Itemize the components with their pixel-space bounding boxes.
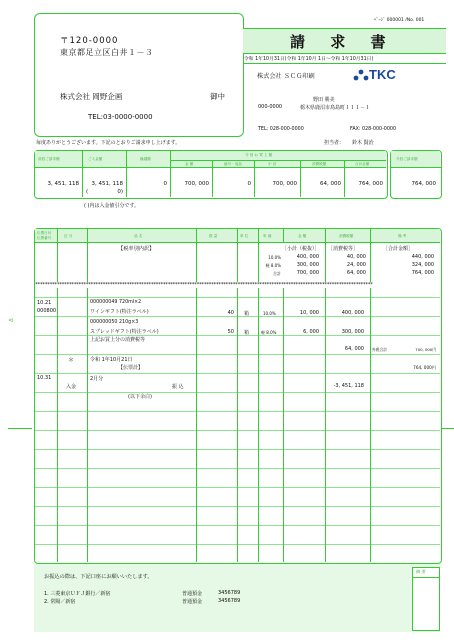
tkc-logo xyxy=(352,68,412,82)
line3-note-value: 700, 000円 xyxy=(415,347,436,352)
detail-row-separator xyxy=(35,506,440,507)
sum-col-line xyxy=(126,151,127,197)
detail-row-separator xyxy=(35,487,440,488)
bank2-type: 普通預金 xyxy=(182,599,203,605)
hdr-billing: 今回ご請求額 xyxy=(396,157,418,161)
tax-row-sub: 700, 000 xyxy=(296,270,319,276)
bank2-number: 3456789 xyxy=(218,598,241,604)
tax-col-total: ［合計金額］ xyxy=(383,246,414,252)
payment-amount: -3, 451, 118 xyxy=(333,383,364,389)
detail-row-separator xyxy=(35,297,440,298)
tax-col-line xyxy=(57,243,58,285)
val-discount: 0 xyxy=(247,181,251,187)
recipient-postal: 〒120-0000 xyxy=(60,36,119,46)
dhdr-date: 伝票日付 xyxy=(37,231,52,235)
staff-name: 鈴木 賢治 xyxy=(352,140,374,146)
hdr-amount: 金 額 xyxy=(185,162,194,166)
val-tax: 64, 000 xyxy=(320,181,341,187)
bank1-number: 3456789 xyxy=(218,590,241,596)
fold-mark-right xyxy=(442,428,454,429)
val-amount: 700, 000 xyxy=(184,181,209,187)
sum-col-line xyxy=(254,160,255,197)
line1-price: 10, 000 xyxy=(299,310,319,316)
sum-col-line xyxy=(344,160,345,197)
payment-month: 2月分 xyxy=(90,376,104,382)
dhdr-unit: 単 位 xyxy=(240,234,249,238)
detail-row-separator xyxy=(35,316,440,317)
remarks-label: 摘 要 xyxy=(416,569,426,574)
val-total: 764, 000 xyxy=(358,181,383,187)
dhdr-tax: 消費税額 xyxy=(339,234,354,238)
billing-period: 令和 1年10月31日(令和 1年10月 1日～令和 1年10月31日) xyxy=(244,57,374,62)
tax-row-sub: 300, 000 xyxy=(296,262,319,268)
line4-total: 764, 000円 xyxy=(413,365,436,370)
issuer-tel: TEL: 028-000-0000 xyxy=(258,127,304,132)
val-receipt-paren: ( xyxy=(86,189,89,195)
tax-summary-title: 【税率別内訳】 xyxy=(118,246,155,252)
hdr-subtotal: 小 計 xyxy=(268,162,277,166)
detail-row-separator xyxy=(35,544,440,545)
hdr-carry: 繰越額 xyxy=(140,157,151,161)
fold-mark-left xyxy=(8,428,32,429)
bank2-name: 2. 常陽／新宿 xyxy=(44,599,76,605)
detail-row-separator xyxy=(35,430,440,431)
line1-amount: 400, 000 xyxy=(341,310,364,316)
sum-col-line xyxy=(212,160,213,197)
tkc-logo-icon xyxy=(352,69,370,83)
sum-col-line xyxy=(300,160,301,197)
tax-row-tax: 40, 000 xyxy=(346,254,366,260)
tkc-logo-text: TKC xyxy=(369,67,396,82)
sum-group-line xyxy=(171,160,386,161)
detail-row-separator xyxy=(35,354,440,355)
hdr-total: 合計金額 xyxy=(355,162,370,166)
line1-code: 000000049 720ml×2 xyxy=(90,300,142,305)
line2-name: スプレッドギフト(特注ラベル) xyxy=(90,329,159,335)
line2-amount: 300, 000 xyxy=(341,329,364,335)
line1-qty: 40 xyxy=(227,310,234,316)
asterisk-separator: ******************************************************************************************************************************************** xyxy=(35,282,440,288)
greeting-text: 毎度ありがとうございます。下記のとおりご請求申し上げます。 xyxy=(36,140,181,146)
hdr-sales-group: 今 回 お 買 上 額 xyxy=(245,153,273,157)
val-carry: 0 xyxy=(163,181,167,187)
tax-col-line xyxy=(237,243,238,285)
recipient-company: 株式会社 岡野企画 xyxy=(60,92,123,101)
tax-row-total: 440, 000 xyxy=(411,254,434,260)
tax-col-tax: ［消費税等］ xyxy=(328,246,359,252)
payment-type: 振 込 xyxy=(172,384,184,390)
bank1-name: 1. 三菱東京ＵＦＪ銀行／新宿 xyxy=(44,591,111,597)
line2-rate: 軽 8.0% xyxy=(261,330,277,335)
detail-row-separator xyxy=(35,525,440,526)
tax-col-line xyxy=(196,243,197,285)
issuer-address: 栃木県鹿沼市鳥島町１１１－１ xyxy=(300,105,371,111)
hdr-tax: 消費税額 xyxy=(312,162,327,166)
bank1-type: 普通預金 xyxy=(182,591,203,597)
dhdr-slip: 伝票番号 xyxy=(37,236,52,240)
detail-row-separator xyxy=(35,449,440,450)
val-prev: 3, 451, 118 xyxy=(47,181,79,187)
dhdr-note: 備 考 xyxy=(398,234,407,238)
recipient-honorific: 御中 xyxy=(210,92,225,101)
side-mark: ⊲ xyxy=(8,317,14,324)
line4-name: 【伝票計】 xyxy=(118,365,144,371)
line-date: 10.21 xyxy=(37,300,52,306)
line1-rate: 10.0% xyxy=(263,311,276,316)
line1-unit: 箱 xyxy=(244,311,250,317)
dhdr-kubun: 区 分 xyxy=(64,234,73,238)
hdr-receipt: ご入金額 xyxy=(88,157,103,161)
billing-header-line xyxy=(390,167,441,168)
tax-row-tax: 24, 000 xyxy=(346,262,366,268)
line2-code: 000000050 210g×3 xyxy=(90,320,139,325)
hdr-prev: 前回ご請求額 xyxy=(38,157,60,161)
line1-name: ワインギフト(特注ラベル) xyxy=(90,309,149,315)
tax-col-sub: ［小計（税抜）］ xyxy=(282,246,320,252)
detail-row-separator xyxy=(35,468,440,469)
line2-price: 6, 000 xyxy=(303,329,319,335)
detail-row-separator xyxy=(35,373,440,374)
line4-star: ＊ xyxy=(68,357,75,364)
sum-header-line xyxy=(35,167,386,168)
dhdr-amount: 金 額 xyxy=(298,234,307,238)
line4-date: 令和 1年10月21日 xyxy=(90,357,133,363)
val-receipt-sub: 0) xyxy=(117,189,123,195)
dhdr-item: 品 名 xyxy=(134,234,143,238)
tax-col-line xyxy=(325,243,326,285)
tax-row-label: 合計 xyxy=(273,271,281,276)
sum-col-line xyxy=(170,151,171,197)
tax-row-label: 軽 8.0% xyxy=(265,263,281,268)
issuer-postal: 000-0000 xyxy=(258,104,283,110)
issuer-fax: FAX: 028-000-0000 xyxy=(350,127,397,132)
hdr-discount: 値引・返品 xyxy=(224,162,242,166)
line2-unit: 箱 xyxy=(244,330,250,336)
remarks-header-line xyxy=(412,577,439,578)
staff-label: 担当者： xyxy=(324,140,345,146)
tax-row-total: 764, 000 xyxy=(411,270,434,276)
val-subtotal: 700, 000 xyxy=(272,181,297,187)
detail-row-separator xyxy=(35,392,440,393)
recipient-address: 東京都足立区白井１－３ xyxy=(60,48,154,57)
detail-row-separator xyxy=(35,411,440,412)
payment-date: 10.31 xyxy=(37,375,52,381)
line2-qty: 50 xyxy=(227,329,234,335)
issuer-company: 株式会社 ＳＣＧ印刷 xyxy=(257,73,315,80)
tax-row-label: 10.0% xyxy=(268,255,281,260)
summary-note: ( )内は入金値引分です。 xyxy=(84,203,140,209)
tax-col-line xyxy=(87,243,88,285)
invoice-title: 請 求 書 xyxy=(290,33,396,51)
period-underline xyxy=(243,63,446,64)
sum-col-line xyxy=(82,151,83,197)
line3-name: 上記お買上分の消費税等 xyxy=(90,337,146,343)
line-slip: 000800 xyxy=(37,308,57,314)
line3-amount: 64, 000 xyxy=(344,346,364,352)
tax-row-tax: 64, 000 xyxy=(346,270,366,276)
val-billing: 764, 000 xyxy=(411,181,436,187)
issuer-person: 野田 勝美 xyxy=(313,97,335,103)
line3-note-label: 外税合計 xyxy=(372,347,388,352)
recipient-tel: TEL:03-0000-0000 xyxy=(88,113,153,121)
payment-kubun: 入金 xyxy=(66,384,77,390)
dhdr-price: 単 価 xyxy=(263,234,272,238)
tax-row-total: 324, 000 xyxy=(411,262,434,268)
dhdr-qty: 数 量 xyxy=(209,234,218,238)
tax-row-sub: 400, 000 xyxy=(296,254,319,260)
tax-col-line xyxy=(258,243,259,285)
page-number: ﾍﾟｰｼﾞ 000001 /No. 001 xyxy=(374,18,425,23)
payment-end: (以下余白) xyxy=(128,394,152,400)
val-receipt: 3, 451, 118 xyxy=(91,181,123,187)
footer-note: お振込の際は、下記口座にお願いいたします。 xyxy=(44,574,153,580)
tax-col-line xyxy=(370,243,371,285)
